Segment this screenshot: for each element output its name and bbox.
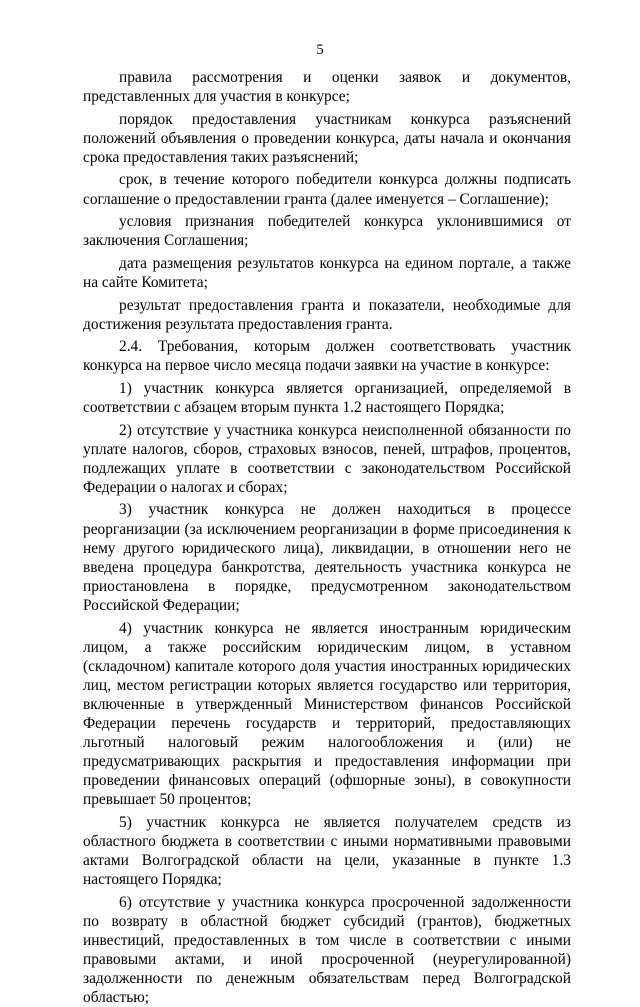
- paragraph: правила рассмотрения и оценки заявок и документов, представленных для участия в конкурсе;: [83, 69, 571, 106]
- requirement-item-4: 4) участник конкурса не является иностранным юридическим лицом, а также российским юридическим лицом, в уставном (складочном) капитале которого доля участия иностранных юридических лиц, местом регистрации которых является государство или территория, включенные в утвержденный Министерством финансов Российской Федерации перечень государств и территорий, предоставляющих льготный налоговый режим налогообложения и (или) не предусматривающих раскрытия и предоставления информации при проведении финансовых операций (офшорные зоны), в совокупности превышает 50 процентов;: [83, 619, 571, 809]
- requirement-item-1: 1) участник конкурса является организацией, определяемой в соответствии с абзацем вторым пункта 1.2 настоящего Порядка;: [83, 379, 571, 416]
- section-2-4-heading-paragraph: 2.4. Требования, которым должен соответствовать участник конкурса на первое число месяца подачи заявки на участие в конкурсе:: [83, 338, 571, 375]
- page-number: 5: [316, 42, 324, 58]
- paragraph: срок, в течение которого победители конкурса должны подписать соглашение о предоставлении гранта (далее именуется – Соглашение);: [83, 171, 571, 208]
- paragraph: результат предоставления гранта и показатели, необходимые для достижения результата предоставления гранта.: [83, 296, 571, 333]
- paragraph: дата размещения результатов конкурса на едином портале, а также на сайте Комитета;: [83, 254, 571, 291]
- paragraph: условия признания победителей конкурса уклонившимися от заключения Соглашения;: [83, 213, 571, 250]
- requirement-item-6: 6) отсутствие у участника конкурса просроченной задолженности по возврату в областной бюджет субсидий (грантов), бюджетных инвестиций, предоставленных в том числе в соответствии с иными правовыми актами, и иной просроченной (неурегулированной) задолженности по денежным обязательствам перед Волгоградской областью;: [83, 893, 571, 1007]
- paragraph: порядок предоставления участникам конкурса разъяснений положений объявления о проведении конкурса, даты начала и окончания срока предоставления таких разъяснений;: [83, 110, 571, 166]
- requirement-item-2: 2) отсутствие у участника конкурса неисполненной обязанности по уплате налогов, сборов, страховых взносов, пеней, штрафов, процентов, подлежащих уплате в соответствии с законодательством Российской Федерации о налогах и сборах;: [83, 421, 571, 496]
- requirement-item-3: 3) участник конкурса не должен находиться в процессе реорганизации (за исключением реорганизации в форме присоединения к нему другого юридического лица), ликвидации, в отношении него не введена процедура банкротства, деятельность участника конкурса не приостановлена в порядке, предусмотренном законодательством Российской Федерации;: [83, 501, 571, 614]
- requirement-item-5: 5) участник конкурса не является получателем средств из областного бюджета в соответствии с иными нормативными правовыми актами Волгоградской области на цели, указанные в пункте 1.3 настоящего Порядка;: [83, 813, 571, 889]
- document-body: [83, 68, 571, 1007]
